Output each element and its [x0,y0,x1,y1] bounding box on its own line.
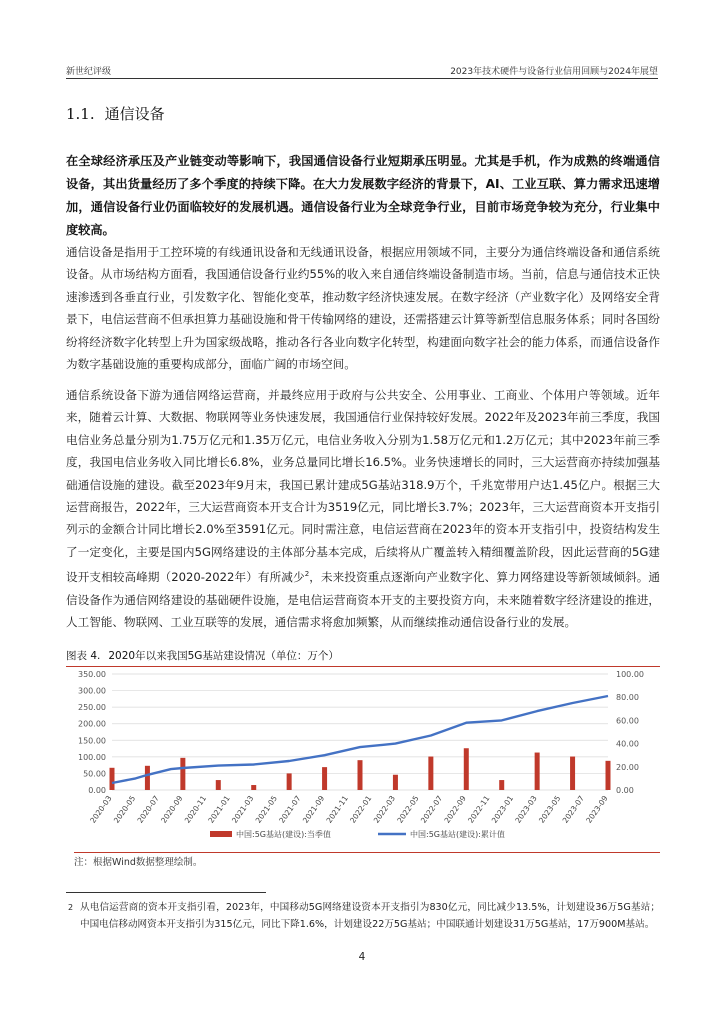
x-tick-label: 2021-07 [277,793,303,825]
bar-quarterly-value [110,768,115,790]
y-left-tick-label: 100.00 [78,752,106,762]
x-tick-label: 2020-05 [111,793,138,825]
x-tick-label: 2023-07 [560,793,587,825]
y-left-tick-label: 150.00 [78,736,106,746]
body-paragraph-2-part-b: ，未来投资重点逐渐向产业数字化、算力网络建设等新领域倾斜。通信设备作为通信网络建设的基础硬件设施，是电信运营商资本开支的主要投资方向，未来随着数字经济建设的推进，人工智能、物联网、工业互联等的发展，通信需求将愈加频繁，从而继续推动通信设备行业的发展。 [66,570,660,629]
bar-quarterly-value [358,760,363,790]
y-right-tick-label: 60.00 [616,716,639,726]
body-paragraph-1: 通信设备是指用于工控环境的有线通讯设备和无线通讯设备，根据应用领域不同，主要分为通信终端设备和通信系统设备。从市场结构方面看，我国通信设备行业约55%的收入来自通信终端设备制造市场。当前，信息与通信技术正快速渗透到各垂直行业，引发数字化、智能化变革，推动数字经济快速发展。在数字经济（产业数字化）及网络安全背景下，电信运营商不但承担算力基础设施和骨干传输网络的建设，还需搭建云计算等新型信息服务体系；同时各国纷纷将经济数字化转型上升为国家级战略，推动各行各业向数字化转型，构建面向数字社会的能力体系，而通信设备作为数字基础设施的重要构成部分，面临广阔的市场空间。 [66,245,660,372]
y-left-tick-label: 200.00 [78,719,106,729]
legend-swatch-bar [210,831,232,837]
x-tick-label: 2022-01 [348,793,374,825]
page-header [66,62,658,79]
x-tick-label: 2020-09 [159,793,185,825]
x-tick-label: 2022-09 [442,793,468,825]
x-tick-label: 2021-09 [300,793,327,825]
x-tick-label: 2023-01 [489,793,516,825]
body-paragraph-2 [66,384,660,633]
y-left-tick-label: 300.00 [78,686,106,696]
bar-quarterly-value [287,773,292,790]
figure-title: 2020年以来我国5G基站建设情况（单位：万个） [108,650,339,662]
bar-quarterly-value [322,767,327,790]
header-report-title: 2023年技术硬件与设备行业信用回顾与2024年展望 [450,67,658,77]
footnote [68,899,660,933]
section-number: 1.1. [66,105,95,123]
chart-5g-base-stations [60,668,670,850]
x-tick-label: 2022-07 [418,793,445,825]
y-left-tick-label: 350.00 [78,670,106,679]
section-heading [66,103,165,124]
body-paragraph-2-part-a: 通信系统设备下游为通信网络运营商，并最终应用于政府与公共安全、公用事业、工商业、个体用户等领域。近年来，随着云计算、大数据、物联网等业务快速发展，我国通信行业保持较好发展。2022年及2023年前三季度，我国电信业务总量分别为1.75万亿元和1.35万亿元，电信业务收入分别为1.58万亿元和1.2万亿元；其中2023年前三季度，我国电信业务收入同比增长6.8%，业务总量同比增长16.5%。业务快速增长的同时，三大运营商亦持续加强基础通信设施的建设。截至2023年9月末，我国已累计建成5G基站318.9万个，千兆宽带用户达1.45亿户。根据三大运营商报告，2022年，三大运营商资本开支合计为3519亿元，同比增长3.7%；2023年，三大运营商资本开支指引列示的金额合计同比增长2.0%至3591亿元。同时需注意，电信运营商在2023年的资本开支指引中，投资结构发生了一定变化，主要是国内5G网络建设的主体部分基本完成，后续将从广覆盖转入精细覆盖阶段，因此运营商的5G建设开支相较高峰期（2020-2022年）有所减少 [66,388,660,585]
y-left-tick-label: 250.00 [78,703,106,713]
bar-quarterly-value [570,757,575,790]
bar-quarterly-value [606,761,611,790]
x-tick-label: 2020-11 [182,793,209,825]
y-right-tick-label: 80.00 [616,693,639,703]
figure-label: 图表 4. [66,650,101,662]
y-left-tick-label: 0.00 [88,786,106,795]
bar-quarterly-value [251,785,256,790]
x-tick-label: 2023-05 [537,793,563,825]
figure-source-note: 注：根据Wind数据整理绘制。 [74,852,660,868]
figure-caption [66,648,660,667]
y-right-tick-label: 100.00 [616,670,644,679]
x-tick-label: 2021-03 [230,793,256,825]
x-tick-label: 2023-09 [584,793,610,825]
footnote-text: 从电信运营商的资本开支指引看，2023年，中国移动5G网络建设资本开支指引为830亿元，同比减少13.5%，计划建设36万5G基站；中国电信移动网资本开支指引为315亿元，同比下降1.6%，计划建设22万5G基站；中国联通计划建设31万5G基站，17万900M基站。 [80,902,660,930]
page-number: 4 [358,951,366,963]
y-left-tick-label: 50.00 [83,769,106,779]
x-tick-label: 2021-05 [253,793,279,825]
x-tick-label: 2020-07 [135,793,161,825]
legend-label-line: 中国:5G基站(建设):累计值 [410,830,505,839]
bar-quarterly-value [216,780,221,790]
y-right-tick-label: 20.00 [616,762,639,772]
bar-quarterly-value [535,753,540,790]
section-title: 通信设备 [104,105,165,123]
y-right-tick-label: 0.00 [616,786,634,795]
bar-quarterly-value [499,780,504,790]
bar-quarterly-value [393,775,398,790]
x-tick-label: 2020-03 [88,793,114,825]
header-org: 新世纪评级 [66,67,112,77]
footnote-reference: 2 [304,570,310,579]
y-right-tick-label: 40.00 [616,739,639,749]
footnote-mark: 2 [68,903,74,912]
bar-quarterly-value [180,758,185,790]
bar-quarterly-value [464,748,469,790]
x-tick-label: 2021-11 [324,793,350,825]
legend-label-bar: 中国:5G基站(建设):当季值 [236,830,331,839]
summary-paragraph: 在全球经济承压及产业链变动等影响下，我国通信设备行业短期承压明显。尤其是手机，作为成熟的终端通信设备，其出货量经历了多个季度的持续下降。在大力发展数字经济的背景下，AI、工业互联、算力需求迅速增加，通信设备行业仍面临较好的发展机遇。通信设备行业为全球竞争行业，目前市场竞争较为充分，行业集中度较高。 [66,154,660,237]
bar-quarterly-value [428,757,433,790]
x-tick-label: 2022-05 [395,793,421,825]
footnote-separator [66,892,266,893]
x-tick-label: 2021-01 [206,793,232,825]
x-tick-label: 2022-03 [371,793,398,825]
x-tick-label: 2022-11 [466,793,492,825]
x-tick-label: 2023-03 [513,793,539,825]
bar-quarterly-value [145,766,150,790]
